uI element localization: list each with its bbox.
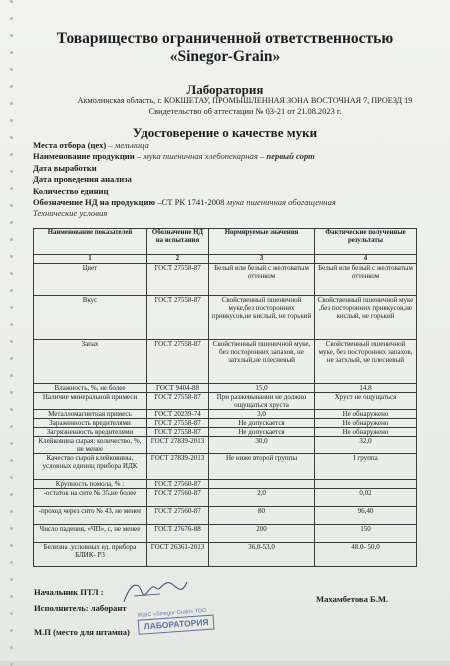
header-indicator: Наименование показателей bbox=[34, 229, 147, 255]
table-row bbox=[34, 437, 417, 454]
field-place: Места отбора (цех) – мельница bbox=[33, 140, 149, 150]
cell: Наличие минеральной примеси bbox=[34, 393, 147, 410]
cell: ГОСТ 20239-74 bbox=[147, 410, 209, 419]
cell: 96,40 bbox=[315, 507, 417, 525]
cell: -проход через сито № 43, не менее bbox=[34, 507, 147, 525]
cell: 30,0 bbox=[209, 437, 315, 454]
cell: Не обнаружено bbox=[315, 410, 417, 419]
cell: Металломагнитная примесь bbox=[34, 410, 147, 419]
seal-place-label: М.П (место для штампа) bbox=[34, 627, 130, 637]
table-row bbox=[34, 384, 417, 393]
cell: Не допускается bbox=[209, 428, 315, 437]
table-row bbox=[34, 480, 417, 489]
cell: Хруст не ощущаться bbox=[315, 393, 417, 410]
table-row bbox=[34, 489, 417, 507]
cell: Цвет bbox=[34, 264, 147, 296]
cell: Запах bbox=[34, 340, 147, 384]
cell: ГОСТ 27560-87 bbox=[147, 507, 209, 525]
cell: ГОСТ 27558-87 bbox=[147, 296, 209, 340]
cell: ГОСТ 27839-2013 bbox=[147, 437, 209, 454]
cell: Не обнаружено bbox=[315, 428, 417, 437]
table-row bbox=[34, 410, 417, 419]
cell: ГОСТ 26361-2013 bbox=[147, 543, 209, 567]
field-nd: Обозначение НД на продукцию –СТ РК 1741-2008 мука пшеничная обогащенная bbox=[33, 197, 336, 208]
header-actual: Фактические полученные результаты bbox=[315, 229, 417, 255]
field-analysis-date: Дата проведения анализа bbox=[33, 174, 132, 185]
cell: Не обнаружено bbox=[315, 419, 417, 428]
cell: ГОСТ 27839-2013 bbox=[147, 454, 209, 480]
cell: ГОСТ 27558-87 bbox=[147, 264, 209, 296]
table-row bbox=[34, 507, 417, 525]
header-test-standard: Обозначение НД на испытания bbox=[147, 229, 209, 255]
stamp-main-text: ЛАБОРАТОРИЯ bbox=[138, 615, 215, 635]
table-row bbox=[34, 543, 417, 567]
table-row bbox=[34, 340, 417, 384]
cell: 150 bbox=[315, 525, 417, 543]
cell: 200 bbox=[209, 525, 315, 543]
cell: При разжевывании не должно ощущаться хруста bbox=[209, 393, 315, 410]
binding-holes bbox=[8, 0, 16, 661]
table-row bbox=[34, 525, 417, 543]
col-number: 1 bbox=[34, 255, 147, 264]
cell bbox=[315, 480, 417, 489]
header-fields bbox=[33, 140, 438, 220]
table-header-row bbox=[34, 229, 417, 255]
executor-label: Исполнитель: лаборант bbox=[34, 603, 127, 613]
cell: Влажность, %, не более bbox=[34, 384, 147, 393]
lab-certificate: Свидетельство об аттестации № 03-21 от 21.08.2023 г. bbox=[148, 107, 342, 116]
cell: ГОСТ 27558-87 bbox=[147, 340, 209, 384]
cell: I группа bbox=[315, 454, 417, 480]
cell: Клейковина сырая: количество, %, не менее bbox=[34, 437, 147, 454]
cell: Белый или белый с желтоватым оттенком bbox=[315, 264, 417, 296]
col-number: 3 bbox=[209, 255, 315, 264]
table-row bbox=[34, 454, 417, 480]
lab-title: Лаборатория bbox=[186, 82, 264, 97]
handwritten-signature bbox=[120, 574, 190, 608]
org-name-line1: Товарищество ограниченной ответственностью bbox=[56, 30, 394, 47]
head-signature-label: Начальник ПТЛ : bbox=[34, 587, 104, 597]
org-name-line2: «Sinegor-Grain» bbox=[169, 48, 281, 65]
col-number: 2 bbox=[147, 255, 209, 264]
cell: Не допускается bbox=[209, 419, 315, 428]
cell: 80 bbox=[209, 507, 315, 525]
cell: Свойственный пшеничной муке ,без посторонних привкусов,не кислый, не горький bbox=[315, 296, 417, 340]
cell: 32,0 bbox=[315, 437, 417, 454]
cell: Вкус bbox=[34, 296, 147, 340]
cell: ГОСТ 27560-87 bbox=[147, 489, 209, 507]
cell: Не ниже второй группы bbox=[209, 454, 315, 480]
cell: 48.0- 50,0 bbox=[315, 543, 417, 567]
cell: Белый или белый с желтоватым оттенком bbox=[209, 264, 315, 296]
table-number-row bbox=[34, 255, 417, 264]
cell: 2,0 bbox=[209, 489, 315, 507]
cell: 3,0 bbox=[209, 410, 315, 419]
table-row bbox=[34, 264, 417, 296]
cell: Свойственный пшеничной муке, без посторонних запахов, не затхлый,не плесневый bbox=[209, 340, 315, 384]
cell: Зараженность вредителями bbox=[34, 419, 147, 428]
cell: ГОСТ 27558-87 bbox=[147, 393, 209, 410]
cell: ГОСТ 9404-88 bbox=[147, 384, 209, 393]
cell: 15,0 bbox=[209, 384, 315, 393]
cell: 14.8 bbox=[315, 384, 417, 393]
cell: Качество сырой клейковины, условных единиц прибора ИДК bbox=[34, 454, 147, 480]
quality-table bbox=[33, 228, 417, 567]
cell: Белизна ,условных ед. прибора БЛИК- Р3 bbox=[34, 543, 147, 567]
cell: Свойственный пшеничной муке,без посторонних привкусов,не кислый, не горький bbox=[209, 296, 315, 340]
cell: Свойственный пшеничной муке, без посторонних запахов, не затхлый, не плесневый bbox=[315, 340, 417, 384]
signer-name: Махамбетова Б.М. bbox=[316, 594, 389, 604]
cell: ГОСТ 27676-88 bbox=[147, 525, 209, 543]
cell bbox=[209, 480, 315, 489]
table-row bbox=[34, 428, 417, 437]
field-production-date: Дата выработки bbox=[33, 162, 97, 173]
lab-stamp bbox=[137, 607, 219, 639]
stamp-top-text: ЖШС «Sinegor-Grain» ТОО bbox=[137, 607, 207, 619]
cell: -остаток на сите № 35,не более bbox=[34, 489, 147, 507]
field-product: Наименование продукции – мука пшеничная хлебопекарная – первый сорт bbox=[33, 151, 315, 162]
lab-address: Акмолинская область, г. КОКШЕТАУ, ПРОМЫШЛЕННАЯ ЗОНА ВОСТОЧНАЯ 7, ПРОЕЗД 19 bbox=[77, 96, 413, 105]
cell: 0,02 bbox=[315, 489, 417, 507]
document-title: Удостоверение о качестве муки bbox=[132, 125, 318, 140]
field-quantity: Количество единиц bbox=[33, 185, 109, 196]
field-nd-line2: Технические условия bbox=[33, 208, 108, 219]
cell: ГОСТ 27558-87 bbox=[147, 428, 209, 437]
table-row bbox=[34, 419, 417, 428]
header-norm: Нормируемые значения bbox=[209, 229, 315, 255]
table-row bbox=[34, 393, 417, 410]
table-row bbox=[34, 296, 417, 340]
cell: Загрязненность вредителями bbox=[34, 428, 147, 437]
cell: ГОСТ 27560-87 bbox=[147, 480, 209, 489]
cell: ГОСТ 27558-87 bbox=[147, 419, 209, 428]
col-number: 4 bbox=[315, 255, 417, 264]
cell: Крупность помола, % : bbox=[34, 480, 147, 489]
cell: 36,0-53,0 bbox=[209, 543, 315, 567]
cell: Число падения, «ЧП», с, не менее bbox=[34, 525, 147, 543]
